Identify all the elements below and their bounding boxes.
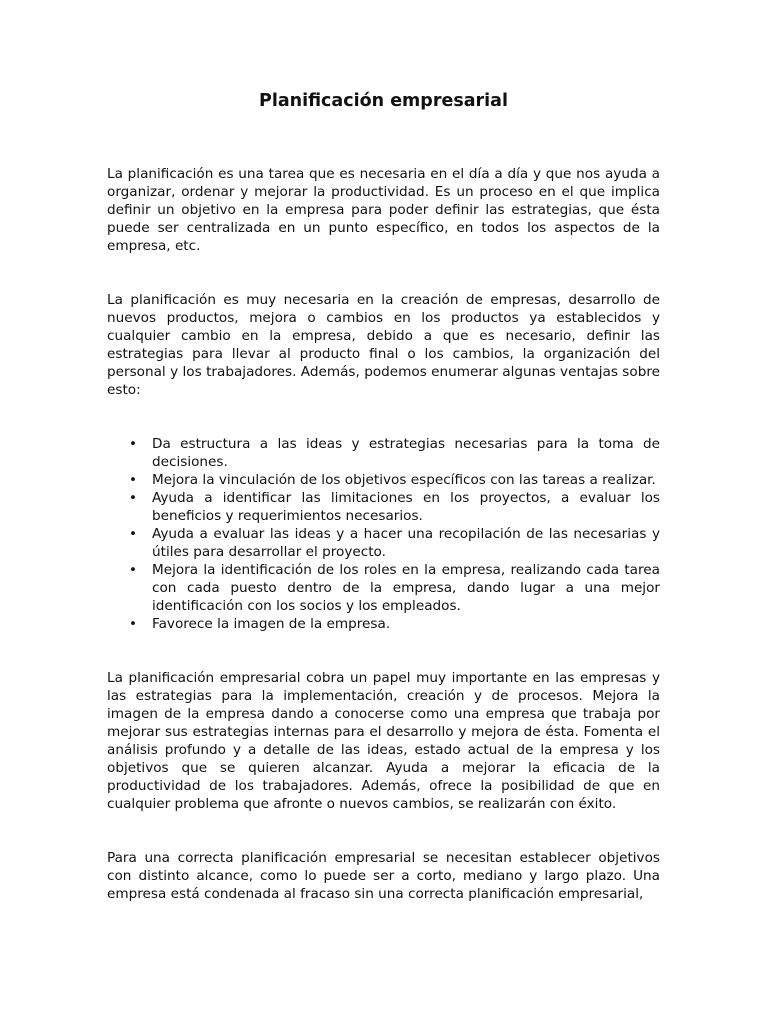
bullet-icon: • [129,526,138,542]
document-body [107,90,660,939]
list-item-text: Da estructura a las ideas y estrategias necesarias para la toma de decisiones. [152,436,660,470]
list-item [129,615,660,633]
list-item [129,435,660,471]
list-item-text: Ayuda a identificar las limitaciones en los proyectos, a evaluar los beneficios y requerimientos necesarios. [152,490,660,524]
list-item-text: Mejora la vinculación de los objetivos específicos con las tareas a realizar. [152,472,656,488]
paragraph-3: La planificación empresarial cobra un papel muy importante en las empresas y las estrategias para la implementación, creación y de procesos. Mejora la imagen de la empresa dando a conocerse como una empresa que trabaja por mejorar sus estrategias internas para el desarrollo y mejora de ésta. Fomenta el análisis profundo y a detalle de las ideas, estado actual de la empresa y los objetivos que se quieren alcanzar. Ayuda a mejorar la eficacia de la productividad de los trabajadores. Además, ofrece la posibilidad de que en cualquier problema que afronte o nuevos cambios, se realizarán con éxito. [107,670,660,812]
list-item [129,561,660,615]
paragraph-2: La planificación es muy necesaria en la creación de empresas, desarrollo de nuevos productos, mejora o cambios en los productos ya establecidos y cualquier cambio en la empresa, debido a que es necesario, definir las estrategias para llevar al producto final o los cambios, la organización del personal y los trabajadores. Además, podemos enumerar algunas ventajas sobre esto: [107,292,660,398]
bullet-icon: • [129,436,138,452]
advantages-list [107,435,660,633]
bullet-icon: • [129,490,138,506]
list-item-text: Favorece la imagen de la empresa. [152,616,391,632]
paragraph-4: Para una correcta planificación empresarial se necesitan establecer objetivos con distinto alcance, como lo puede ser a corto, mediano y largo plazo. Una empresa está condenada al fracaso sin una correcta planificación empresarial, [107,850,660,902]
document-title: Planificación empresarial [259,91,508,111]
bullet-icon: • [129,616,138,632]
list-item [129,489,660,525]
list-item-text: Ayuda a evaluar las ideas y a hacer una recopilación de las necesarias y útiles para desarrollar el proyecto. [152,526,660,560]
list-item-text: Mejora la identificación de los roles en la empresa, realizando cada tarea con cada puesto dentro de la empresa, dando lugar a una mejor identificación con los socios y los empleados. [152,562,660,614]
paragraph-1: La planificación es una tarea que es necesaria en el día a día y que nos ayuda a organizar, ordenar y mejorar la productividad. Es un proceso en el que implica definir un objetivo en la empresa para poder definir las estrategias, que ésta puede ser centralizada en un punto específico, en todos los aspectos de la empresa, etc. [107,166,660,254]
bullet-icon: • [129,562,138,578]
list-item [129,525,660,561]
list-item [129,471,660,489]
bullet-icon: • [129,472,138,488]
